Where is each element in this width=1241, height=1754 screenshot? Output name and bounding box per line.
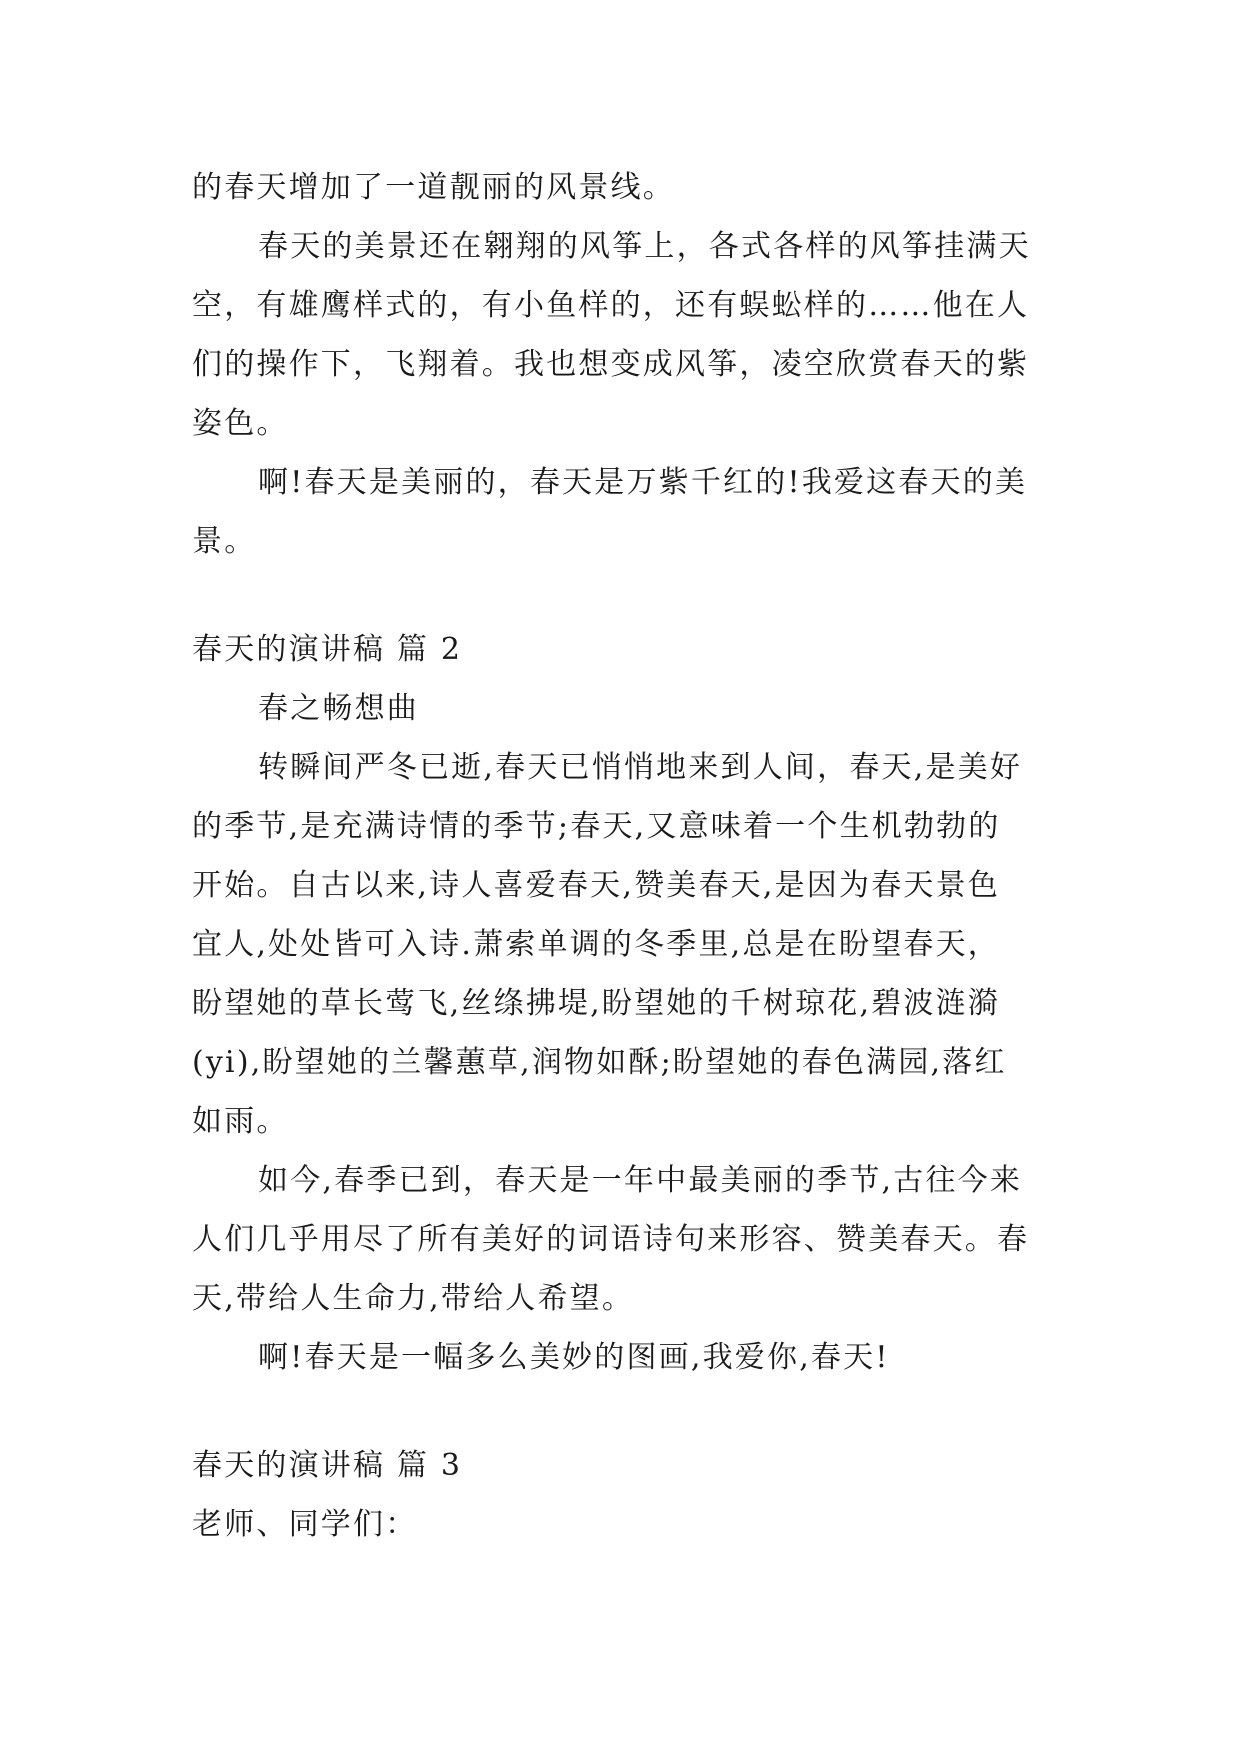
paragraph-line: 转瞬间严冬已逝,春天已悄悄地来到人间，春天,是美好	[258, 750, 1023, 785]
paragraph-line: 啊!春天是一幅多么美妙的图画,我爱你,春天!	[258, 1340, 890, 1375]
paragraph-line: 如今,春季已到，春天是一年中最美丽的季节,古往今来	[258, 1163, 1023, 1198]
section-heading: 春天的演讲稿 篇 3	[192, 1448, 463, 1483]
paragraph-line: 的季节,是充满诗情的季节;春天,又意味着一个生机勃勃的	[192, 809, 1001, 844]
paragraph-line: 啊!春天是美丽的，春天是万紫千红的!我爱这春天的美	[258, 465, 1028, 500]
paragraph-line: 开始。自古以来,诗人喜爱春天,赞美春天,是因为春天景色	[192, 868, 1001, 903]
paragraph-line: 如雨。	[192, 1104, 289, 1139]
salutation: 老师、同学们：	[192, 1507, 418, 1542]
paragraph-line: 的春天增加了一道靓丽的风景线。	[192, 170, 675, 205]
paragraph-line: 宜人,处处皆可入诗.萧索单调的冬季里,总是在盼望春天，	[192, 927, 1001, 962]
paragraph-line: 空，有雄鹰样式的，有小鱼样的，还有蜈蚣样的……他在人	[192, 288, 1030, 323]
paragraph-line: 人们几乎用尽了所有美好的词语诗句来形容、赞美春天。春	[192, 1222, 1030, 1257]
paragraph-line: 天,带给人生命力,带给人希望。	[192, 1281, 635, 1316]
paragraph-line: 景。	[192, 524, 257, 559]
paragraph-line: 盼望她的草长莺飞,丝绦拂堤,盼望她的千树琼花,碧波涟漪	[192, 986, 1001, 1021]
paragraph-line: 春天的美景还在翱翔的风筝上，各式各样的风筝挂满天	[258, 229, 1031, 264]
subtitle: 春之畅想曲	[258, 691, 419, 726]
paragraph-line: 们的操作下，飞翔着。我也想变成风筝，凌空欣赏春天的紫	[192, 347, 1030, 382]
paragraph-line: (yi),盼望她的兰馨蕙草,润物如酥;盼望她的春色满园,落红	[192, 1045, 1007, 1080]
paragraph-line: 姿色。	[192, 406, 289, 441]
section-heading: 春天的演讲稿 篇 2	[192, 632, 463, 667]
